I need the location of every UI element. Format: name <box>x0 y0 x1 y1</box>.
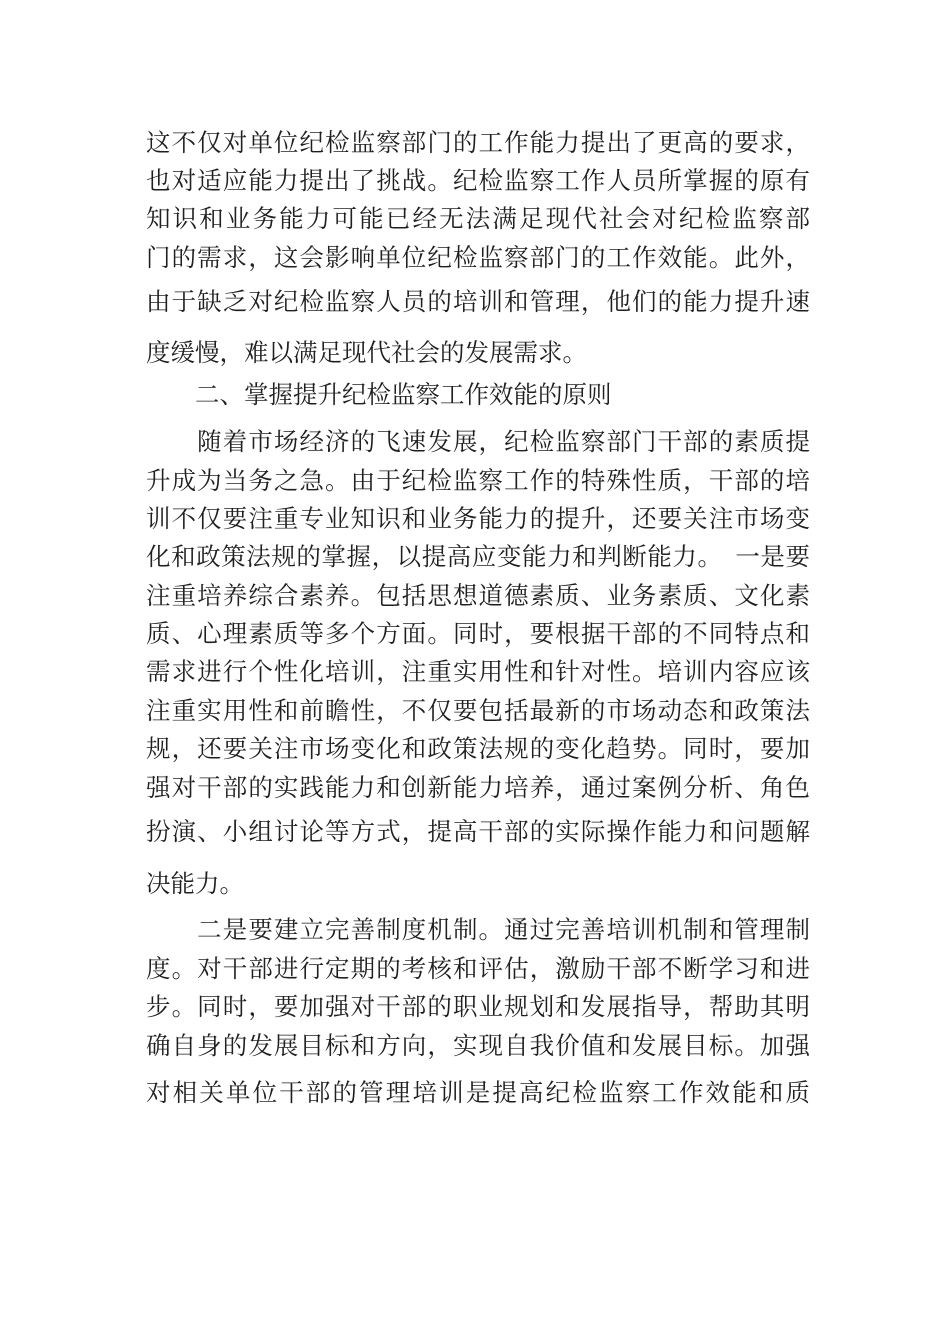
text-line: 训不仅要注重专业知识和业务能力的提升，还要关注市场变 <box>146 504 810 533</box>
text-line: 由于缺乏对纪检监察人员的培训和管理，他们的能力提升速 <box>146 287 810 316</box>
text-line: 对相关单位干部的管理培训是提高纪检监察工作效能和质 <box>146 1078 810 1107</box>
text-line: 注重培养综合素养。包括思想道德素质、业务素质、文化素 <box>146 581 810 610</box>
text-line: 这不仅对单位纪检监察部门的工作能力提出了更高的要求， <box>146 128 810 157</box>
text-line: 度缓慢，难以满足现代社会的发展需求。 <box>146 338 587 367</box>
text-line: 度。对干部进行定期的考核和评估，激励干部不断学习和进 <box>146 954 810 983</box>
text-line: 也对适应能力提出了挑战。纪检监察工作人员所掌握的原有 <box>146 166 810 195</box>
text-line: 扮演、小组讨论等方式，提高干部的实际操作能力和问题解 <box>146 817 810 846</box>
text-line: 质、心理素质等多个方面。同时，要根据干部的不同特点和 <box>146 619 810 648</box>
text-line: 注重实用性和前瞻性，不仅要包括最新的市场动态和政策法 <box>146 696 810 725</box>
text-line: 二是要建立完善制度机制。通过完善培训机制和管理制 <box>146 915 810 944</box>
text-line: 确自身的发展目标和方向，实现自我价值和发展目标。加强 <box>146 1031 810 1060</box>
text-line: 升成为当务之急。由于纪检监察工作的特殊性质，干部的培 <box>146 466 810 495</box>
text-line: 规，还要关注市场变化和政策法规的变化趋势。同时，要加 <box>146 734 810 763</box>
text-line: 强对干部的实践能力和创新能力培养，通过案例分析、角色 <box>146 773 810 802</box>
text-line: 知识和业务能力可能已经无法满足现代社会对纪检监察部 <box>146 204 810 233</box>
text-line: 步。同时，要加强对干部的职业规划和发展指导，帮助其明 <box>146 992 810 1021</box>
text-line: 门的需求，这会影响单位纪检监察部门的工作效能。此外， <box>146 243 810 272</box>
text-line: 决能力。 <box>146 869 244 898</box>
text-line: 随着市场经济的飞速发展，纪检监察部门干部的素质提 <box>146 427 810 456</box>
text-line: 化和政策法规的掌握，以提高应变能力和判断能力。 一是要 <box>146 542 810 571</box>
text-line: 需求进行个性化培训，注重实用性和针对性。培训内容应该 <box>146 657 810 686</box>
section-heading: 二、掌握提升纪检监察工作效能的原则 <box>146 380 612 409</box>
